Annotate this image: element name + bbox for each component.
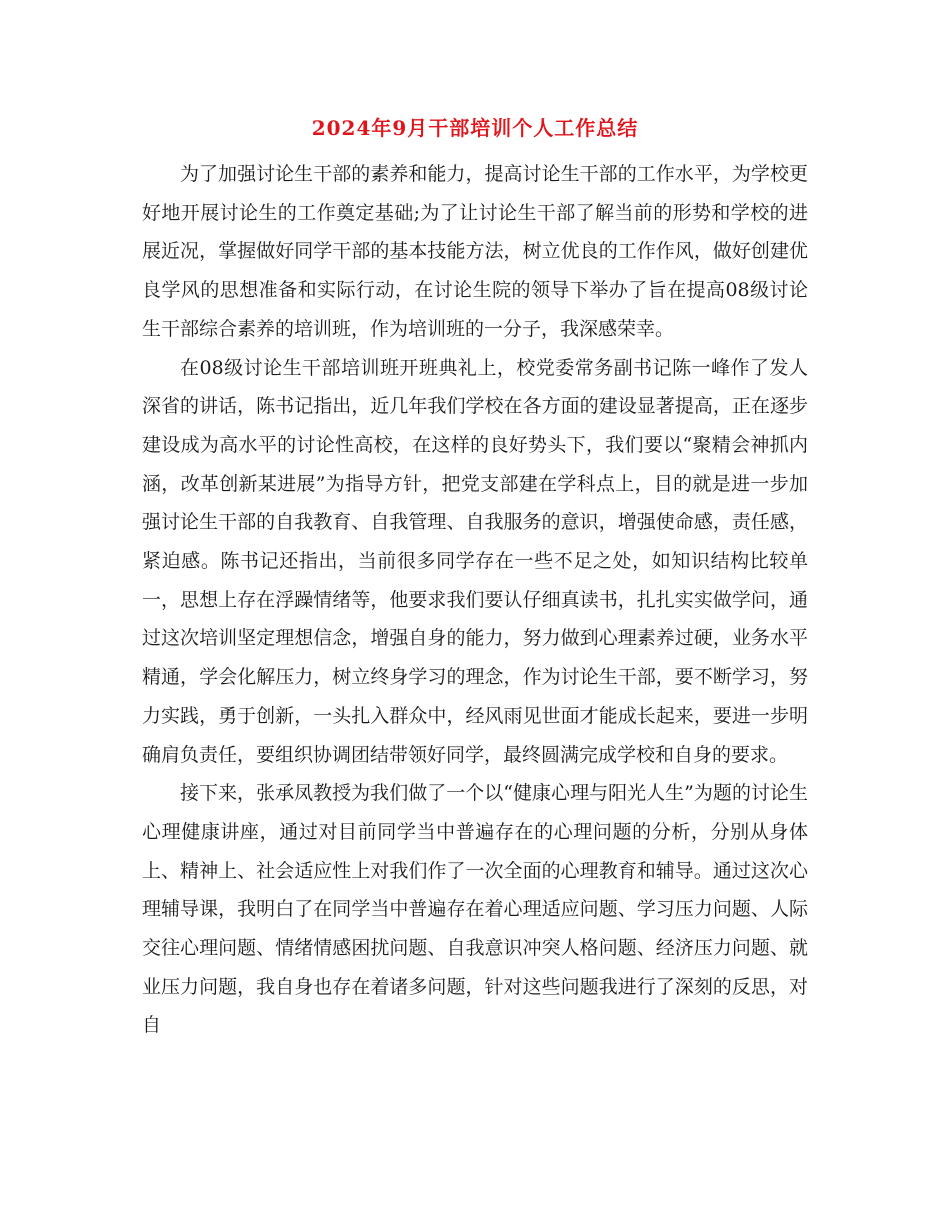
paragraph-3: 接下来，张承凤教授为我们做了一个以“健康心理与阳光人生”为题的讨论生心理健康讲座，通过对目前同学当中普遍存在的心理问题的分析，分别从身体上、精神上、社会适应性上对我们作了一次全面的心理教育和辅导。通过这次心理辅导课，我明白了在同学当中普遍存在着心理适应问题、学习压力问题、人际交往心理问题、情绪情感困扰问题、自我意识冲突人格问题、经济压力问题、就业压力问题，我自身也存在着诸多问题，针对这些问题我进行了深刻的反思，对自 [142, 782, 808, 1037]
document-body [142, 155, 808, 1045]
paragraph-2: 在08级讨论生干部培训班开班典礼上，校党委常务副书记陈一峰作了发人深省的讲话，陈书记指出，近几年我们学校在各方面的建设显著提高，正在逐步建设成为高水平的讨论性高校，在这样的良好势头下，我们要以“聚精会神抓内涵，改革创新某进展”为指导方针，把党支部建在学科点上，目的就是进一步加强讨论生干部的自我教育、自我管理、自我服务的意识，增强使命感，责任感，紧迫感。陈书记还指出，当前很多同学存在一些不足之处，如知识结构比较单一，思想上存在浮躁情绪等，他要求我们要认仔细真读书，扎扎实实做学问，通过这次培训坚定理想信念，增强自身的能力，努力做到心理素养过硬，业务水平精通，学会化解压力，树立终身学习的理念，作为讨论生干部，要不断学习，努力实践，勇于创新，一头扎入群众中，经风雨见世面才能成长起来，要进一步明确肩负责任，要组织协调团结带领好同学，最终圆满完成学校和自身的要求。 [142, 356, 808, 766]
document-title: 2024年9月干部培训个人工作总结 [311, 116, 639, 140]
paragraph-1: 为了加强讨论生干部的素养和能力，提高讨论生干部的工作水平，为学校更好地开展讨论生的工作奠定基础;为了让讨论生干部了解当前的形势和学校的进展近况，掌握做好同学干部的基本技能方法，树立优良的工作作风，做好创建优良学风的思想准备和实际行动，在讨论生院的领导下举办了旨在提高08级讨论生干部综合素养的培训班，作为培训班的一分子，我深感荣幸。 [142, 163, 808, 340]
